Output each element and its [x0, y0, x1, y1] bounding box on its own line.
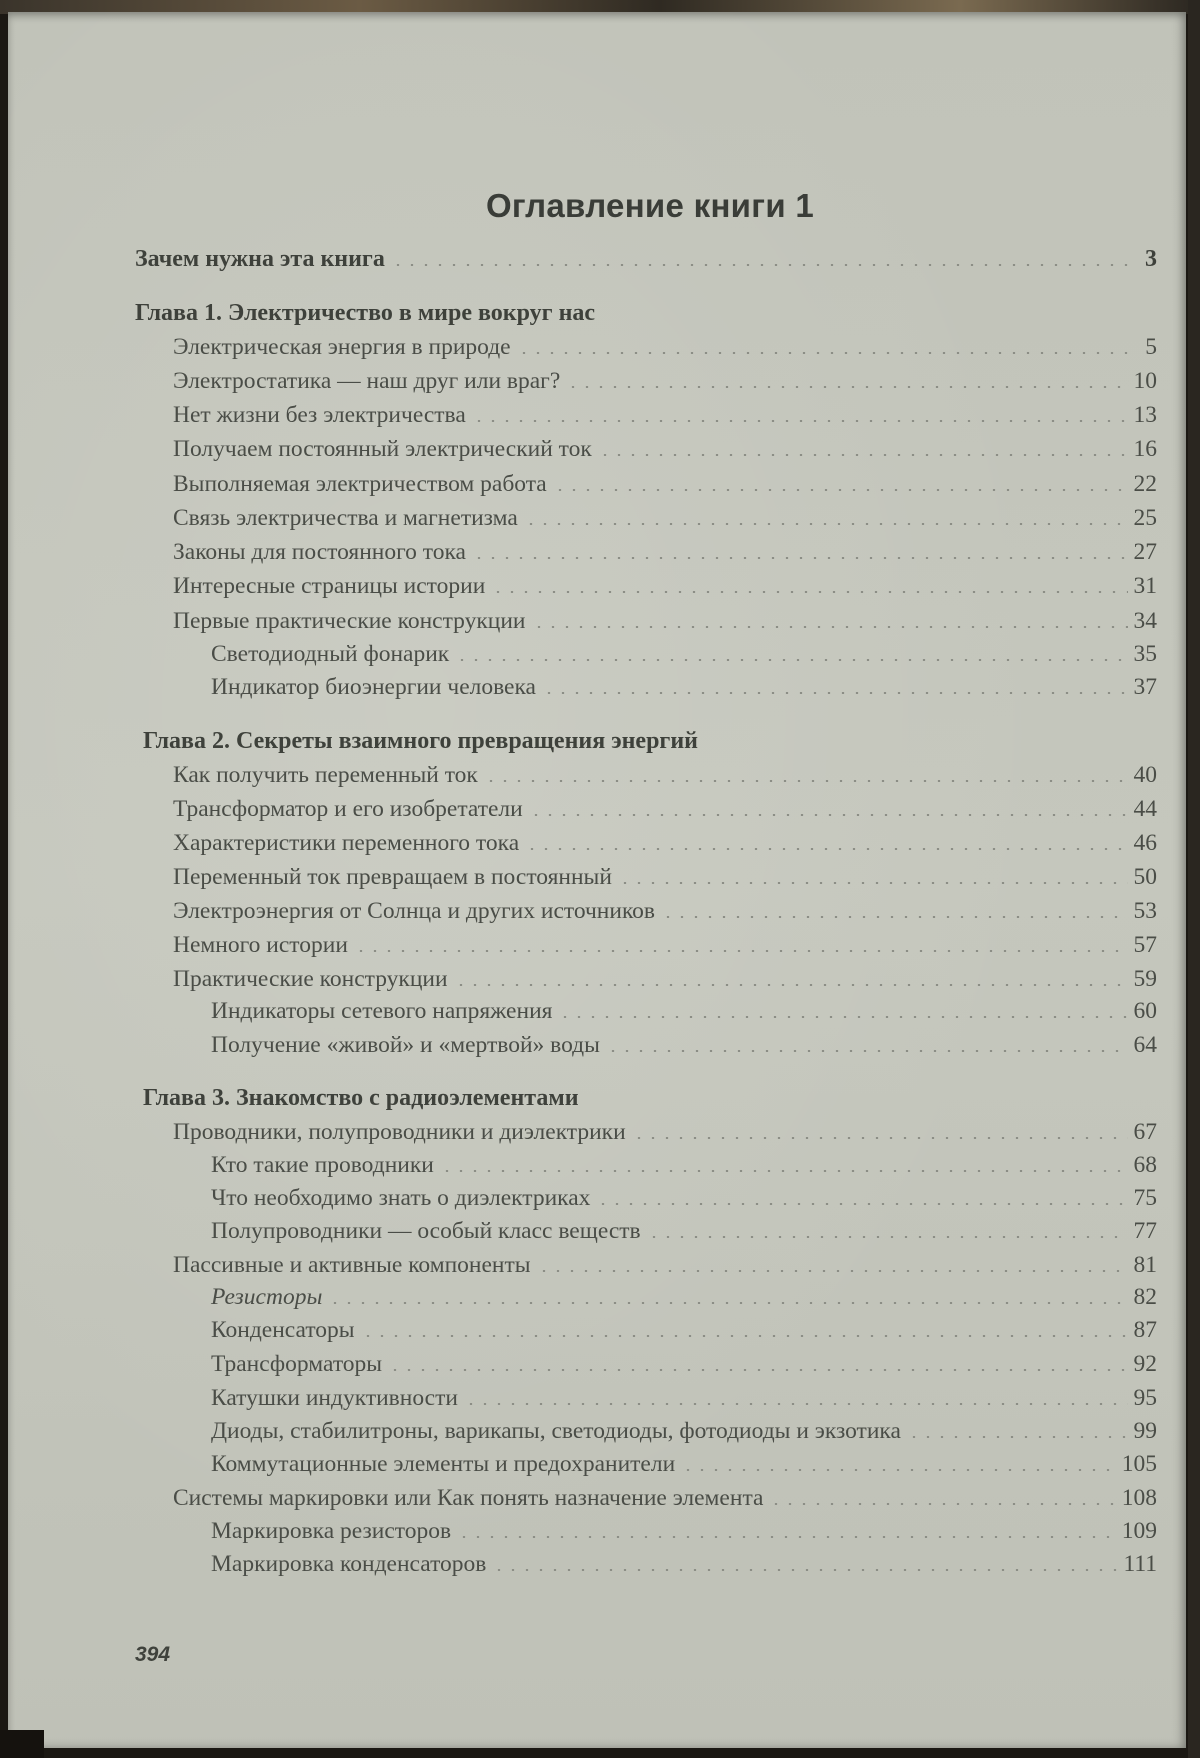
- toc-page-number: 40: [1133, 762, 1157, 788]
- toc-dot-leader: [553, 489, 1128, 491]
- toc-entry-title: Маркировка конденсаторов: [211, 1551, 487, 1577]
- toc-page-number: 81: [1133, 1252, 1157, 1278]
- toc-page-number: 10: [1133, 368, 1157, 394]
- toc-entry: [173, 963, 1157, 993]
- toc-page-number: 16: [1133, 436, 1157, 462]
- toc-page-number: 75: [1133, 1185, 1157, 1211]
- toc-dot-leader: [537, 1270, 1128, 1272]
- toc-page-number: 109: [1121, 1518, 1157, 1544]
- toc-page-number: 99: [1133, 1418, 1157, 1444]
- toc-dot-leader: [492, 1569, 1117, 1571]
- corner-shadow: [0, 1730, 44, 1758]
- toc-entry: [173, 502, 1157, 532]
- toc-entry: [211, 671, 1157, 701]
- toc-dot-leader: [454, 984, 1128, 986]
- toc-entry: [211, 1415, 1157, 1445]
- toc-entry: [211, 1029, 1157, 1059]
- toc-entry: [173, 331, 1157, 361]
- toc-entry: [211, 1182, 1157, 1212]
- toc-entry-title: Кто такие проводники: [211, 1152, 434, 1178]
- toc-entry: [211, 1281, 1157, 1311]
- toc-entry-title: Законы для постоянного тока: [173, 539, 466, 565]
- toc-page-number: 59: [1133, 966, 1157, 992]
- toc-dot-leader: [361, 1335, 1128, 1337]
- toc-page-number: 46: [1133, 830, 1157, 856]
- toc-entry: [173, 759, 1157, 789]
- toc-entry-title: Немного истории: [173, 932, 348, 958]
- toc-entry-title: Как получить переменный ток: [173, 762, 478, 788]
- toc-dot-leader: [532, 626, 1128, 628]
- toc-entry-title: Коммутационные элементы и предохранители: [211, 1451, 676, 1477]
- toc-page-number: 5: [1145, 334, 1157, 360]
- toc-entry: [173, 399, 1157, 429]
- toc-page-number: 25: [1133, 505, 1157, 531]
- toc-dot-leader: [464, 1403, 1128, 1405]
- toc-entry-title: Резисторы: [211, 1284, 323, 1310]
- toc-dot-leader: [769, 1503, 1115, 1505]
- toc-entry: [173, 929, 1157, 959]
- toc-page-number: 35: [1133, 641, 1157, 667]
- toc-entry: [211, 1215, 1157, 1245]
- toc-entry-title: Диоды, стабилитроны, варикапы, светодиоды, фотодиоды и экзотика: [211, 1418, 901, 1444]
- toc-dot-leader: [440, 1170, 1128, 1172]
- toc-entry-title: Пассивные и активные компоненты: [173, 1252, 531, 1278]
- toc-entry: [211, 638, 1157, 668]
- toc-entry: [173, 433, 1157, 463]
- toc-dot-leader: [529, 814, 1128, 816]
- toc-dot-leader: [618, 882, 1128, 884]
- toc-entry-title: Светодиодный фонарик: [211, 641, 450, 667]
- toc-entry: [173, 861, 1157, 891]
- toc-dot-leader: [354, 950, 1128, 952]
- toc-dot-leader: [525, 848, 1127, 850]
- toc-entry-title: Проводники, полупроводники и диэлектрики: [173, 1119, 626, 1145]
- toc-page-number: 111: [1123, 1551, 1157, 1577]
- toc-chapter-heading: [135, 297, 1157, 327]
- toc-entry-title: Характеристики переменного тока: [173, 830, 520, 856]
- toc-entry: [173, 1482, 1157, 1512]
- toc-page-number: 13: [1133, 402, 1157, 428]
- toc-dot-leader: [328, 1302, 1127, 1304]
- toc-entry: [211, 1314, 1157, 1344]
- toc-entry: [211, 1348, 1157, 1378]
- toc-dot-leader: [598, 454, 1128, 456]
- page-title: Оглавление книги 1: [485, 187, 815, 224]
- toc-dot-leader: [661, 916, 1127, 918]
- toc-page-number: 22: [1133, 471, 1157, 497]
- toc-chapter-heading: [135, 243, 1157, 273]
- toc-dot-leader: [566, 386, 1127, 388]
- toc-entry-title: Индикатор биоэнергии человека: [211, 674, 536, 700]
- toc-entry: [211, 1515, 1157, 1545]
- toc-page-number: 95: [1133, 1385, 1157, 1411]
- toc-entry-title: Получение «живой» и «мертвой» воды: [211, 1032, 600, 1058]
- toc-entry-title: Зачем нужна эта книга: [135, 246, 385, 272]
- toc-entry-title: Электростатика — наш друг или враг?: [173, 368, 561, 394]
- toc-entry-title: Полупроводники — особый класс веществ: [211, 1218, 641, 1244]
- toc-page-number: 44: [1133, 796, 1157, 822]
- toc-dot-leader: [484, 780, 1128, 782]
- toc-dot-leader: [491, 591, 1127, 593]
- toc-entry-title: Глава 1. Электричество в мире вокруг нас: [135, 300, 596, 326]
- toc-entry-title: Маркировка резисторов: [211, 1518, 452, 1544]
- toc-page-number: 68: [1133, 1152, 1157, 1178]
- toc-dot-leader: [596, 1203, 1127, 1205]
- toc-entry-title: Глава 2. Секреты взаимного превращения энергий: [143, 728, 698, 754]
- toc-chapter-heading: [143, 725, 1157, 755]
- page-right-edge: [1188, 0, 1200, 1758]
- toc-dot-leader: [542, 692, 1128, 694]
- toc-page-number: 108: [1121, 1485, 1157, 1511]
- toc-entry-title: Катушки индуктивности: [211, 1385, 458, 1411]
- toc-entry-title: Выполняемая электричеством работа: [173, 471, 547, 497]
- toc-dot-leader: [558, 1016, 1127, 1018]
- toc-entry: [173, 365, 1157, 395]
- toc-entry: [173, 1116, 1157, 1146]
- toc-page-number: 82: [1133, 1284, 1157, 1310]
- toc-entry-title: Системы маркировки или Как понять назначение элемента: [173, 1485, 764, 1511]
- toc-page-number: 87: [1133, 1317, 1157, 1343]
- toc-entry-title: Трансформаторы: [211, 1351, 383, 1377]
- toc-dot-leader: [524, 523, 1128, 525]
- toc-entry: [173, 827, 1157, 857]
- toc-entry: [173, 793, 1157, 823]
- toc-page-number: 67: [1133, 1119, 1157, 1145]
- toc-entry-title: Переменный ток превращаем в постоянный: [173, 864, 612, 890]
- toc-dot-leader: [472, 557, 1128, 559]
- toc-entry: [173, 605, 1157, 635]
- toc-dot-leader: [388, 1369, 1127, 1371]
- toc-entry-title: Получаем постоянный электрический ток: [173, 436, 592, 462]
- toc-dot-leader: [457, 1536, 1116, 1538]
- toc-entry: [211, 995, 1157, 1025]
- toc-page-number: 37: [1133, 674, 1157, 700]
- toc-dot-leader: [907, 1436, 1128, 1438]
- toc-entry-title: Первые практические конструкции: [173, 608, 526, 634]
- toc-page-number: 92: [1133, 1351, 1157, 1377]
- toc-page-number: 34: [1133, 608, 1157, 634]
- toc-page-number: 3: [1145, 246, 1157, 272]
- toc-chapter-heading: [143, 1082, 1157, 1112]
- toc-page-number: 50: [1133, 864, 1157, 890]
- toc-dot-leader: [632, 1137, 1128, 1139]
- toc-dot-leader: [517, 352, 1131, 354]
- page-number: 394: [135, 1643, 171, 1666]
- toc-entry-title: Практические конструкции: [173, 966, 448, 992]
- toc-dot-leader: [647, 1236, 1128, 1238]
- toc-dot-leader: [681, 1469, 1116, 1471]
- toc-entry: [211, 1382, 1157, 1412]
- toc-entry-title: Конденсаторы: [211, 1317, 355, 1343]
- toc-entry-title: Глава 3. Знакомство с радиоэлементами: [143, 1085, 579, 1111]
- toc-page-number: 105: [1121, 1451, 1157, 1477]
- toc-dot-leader: [472, 420, 1128, 422]
- toc-entry-title: Связь электричества и магнетизма: [173, 505, 518, 531]
- toc-entry: [173, 895, 1157, 925]
- toc-entry: [211, 1548, 1157, 1578]
- toc-page-number: 64: [1133, 1032, 1157, 1058]
- toc-page-number: 60: [1133, 998, 1157, 1024]
- toc-page-number: 31: [1133, 573, 1157, 599]
- toc-page-number: 77: [1133, 1218, 1157, 1244]
- toc-entry-title: Интересные страницы истории: [173, 573, 486, 599]
- toc-page-number: 57: [1133, 932, 1157, 958]
- toc-entry: [173, 468, 1157, 498]
- toc-dot-leader: [606, 1050, 1128, 1052]
- toc-entry: [173, 570, 1157, 600]
- toc-dot-leader: [455, 659, 1127, 661]
- toc-entry-title: Трансформатор и его изобретатели: [173, 796, 523, 822]
- toc-entry-title: Что необходимо знать о диэлектриках: [211, 1185, 591, 1211]
- toc-entry-title: Индикаторы сетевого напряжения: [211, 998, 553, 1024]
- toc-entry: [173, 536, 1157, 566]
- toc-entry: [211, 1448, 1157, 1478]
- toc-page-number: 53: [1133, 898, 1157, 924]
- toc-entry-title: Электрическая энергия в природе: [173, 334, 511, 360]
- toc-dot-leader: [391, 264, 1131, 266]
- toc-page-number: 27: [1133, 539, 1157, 565]
- toc-entry-title: Электроэнергия от Солнца и других источников: [173, 898, 656, 924]
- toc-entry: [211, 1149, 1157, 1179]
- toc-entry-title: Нет жизни без электричества: [173, 402, 466, 428]
- toc-entry: [173, 1249, 1157, 1279]
